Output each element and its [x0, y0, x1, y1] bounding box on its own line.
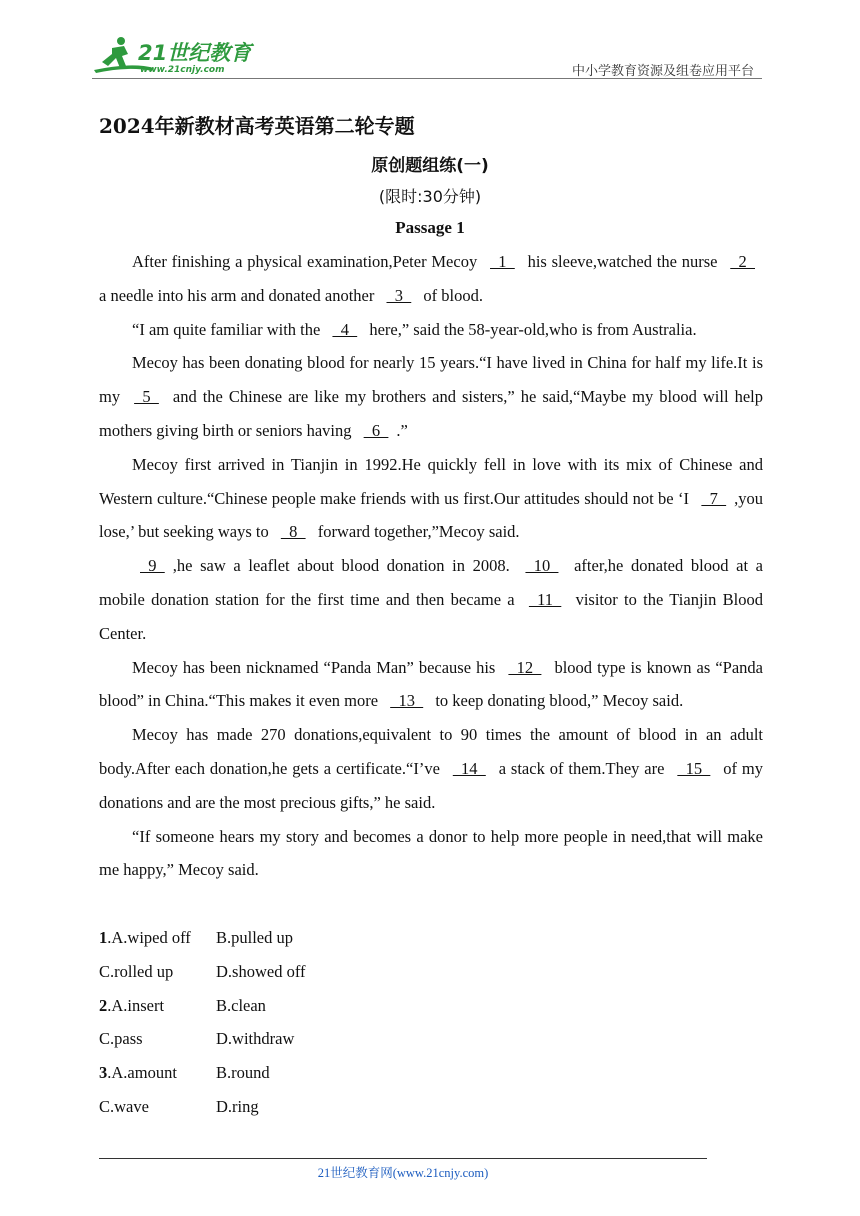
- blank-1: 1: [490, 252, 515, 271]
- question-options: [99, 921, 306, 1124]
- blank-4: 4: [332, 319, 358, 339]
- text-run: ,he saw a leaflet about blood donation in 2008.: [172, 556, 518, 576]
- text-run: Mecoy has been donating blood for nearly 15 years.“I have lived in China for half my life.It is my: [99, 353, 763, 407]
- option-a-text: .A.amount: [107, 1063, 177, 1083]
- option-b: B.pulled up: [216, 928, 293, 947]
- option-row: [99, 955, 306, 989]
- blank-15: 15: [677, 758, 711, 778]
- option-b: B.round: [216, 1063, 270, 1083]
- text-run: blood type is known as “Panda blood” in China.“This makes it even more: [99, 657, 763, 711]
- blank-12: 12: [508, 657, 542, 677]
- text-run: after,he donated blood at a mobile donation station for the first time and then became a: [99, 556, 764, 609]
- text-run: a needle into his arm and donated another: [99, 285, 379, 305]
- text-run: of my donations and are the most precious gifts,” he said.: [99, 758, 763, 812]
- passage-text: [99, 245, 763, 887]
- text-run: Mecoy has made 270 donations,equivalent to 90 times the amount of blood in an adult body.After each donation,he gets a certificate.“I’ve: [99, 725, 763, 778]
- blank-6: 6: [363, 420, 389, 440]
- option-a: [99, 989, 216, 1023]
- option-row: [99, 921, 306, 955]
- option-c: C.pass: [99, 1029, 143, 1049]
- blank-11: 11: [528, 589, 562, 609]
- question-number: 3: [99, 1063, 108, 1083]
- blank-2: 2: [730, 252, 755, 271]
- option-c: C.wave: [99, 1096, 149, 1116]
- option-row: [99, 989, 306, 1023]
- option-row: [99, 1090, 306, 1124]
- footer-text: 21世纪教育网(www.21cnjy.com): [317, 1166, 489, 1180]
- paragraph: [99, 313, 763, 347]
- header-divider: [92, 78, 762, 79]
- text-run: to keep donating blood,” Mecoy said.: [431, 691, 684, 711]
- logo-text: 21世纪教育: [138, 41, 252, 65]
- paragraph: [99, 245, 763, 313]
- logo-url: www.21cnjy.com: [140, 65, 225, 75]
- option-d: D.ring: [216, 1096, 259, 1116]
- option-a: [99, 921, 216, 955]
- paragraph: [99, 549, 763, 650]
- option-b: B.clean: [216, 995, 266, 1015]
- section-subtitle: 原创题组练(一): [371, 156, 489, 176]
- text-run: “I am quite familiar with the: [132, 319, 325, 339]
- page-title: 2024年新教材高考英语第二轮专题: [99, 114, 415, 138]
- option-d: D.showed off: [216, 961, 306, 981]
- option-a-text: .A.insert: [107, 995, 165, 1015]
- text-run: ,you lose,’ but seeking ways to: [99, 488, 763, 542]
- question-number: 1: [99, 928, 108, 947]
- text-run: of blood.: [419, 285, 483, 305]
- blank-5: 5: [134, 387, 159, 407]
- footer-divider: [99, 1158, 707, 1159]
- blank-9: 9: [140, 556, 165, 576]
- page-header: [92, 36, 762, 78]
- option-row: [99, 1056, 306, 1090]
- question-number: 2: [99, 995, 108, 1015]
- blank-10: 10: [525, 556, 559, 576]
- option-d: D.withdraw: [216, 1029, 295, 1049]
- text-run: a stack of them.They are: [493, 758, 670, 778]
- blank-13: 13: [390, 691, 424, 711]
- text-run: his sleeve,watched the nurse: [522, 252, 723, 271]
- paragraph: [99, 448, 763, 549]
- option-c: C.rolled up: [99, 961, 174, 981]
- text-run: here,” said the 58-year-old,who is from Australia.: [365, 319, 697, 339]
- option-a-text: .A.wiped off: [107, 928, 191, 947]
- time-limit: (限时:30分钟): [378, 187, 482, 206]
- logo: [92, 36, 262, 78]
- option-row: [99, 1022, 306, 1056]
- text-run: Mecoy first arrived in Tianjin in 1992.He quickly fell in love with its mix of Chinese and Western culture.“Chinese people make friends with us first.Our attitudes should not be ‘I: [99, 454, 763, 508]
- header-platform-text: 中小学教育资源及组卷应用平台: [571, 64, 754, 79]
- blank-14: 14: [452, 758, 486, 778]
- paragraph: [99, 718, 763, 819]
- paragraph: [99, 651, 763, 719]
- text-run: After finishing a physical examination,Peter Mecoy: [132, 252, 483, 271]
- option-a: [99, 1056, 216, 1090]
- text-run: and the Chinese are like my brothers and sisters,” he said,“Maybe my blood will help mothers giving birth or seniors having: [99, 387, 763, 440]
- blank-7: 7: [701, 488, 727, 508]
- passage-title: Passage 1: [395, 218, 465, 237]
- blank-3: 3: [386, 285, 412, 305]
- text-run: Mecoy has been nicknamed “Panda Man” because his: [132, 657, 501, 677]
- text-run: “If someone hears my story and becomes a donor to help more people in need,that will make me happy,” Mecoy said.: [99, 826, 763, 880]
- paragraph: [99, 346, 763, 447]
- text-run: .”: [396, 420, 408, 440]
- text-run: forward together,”Mecoy said.: [313, 522, 520, 542]
- text-run: visitor to the Tianjin Blood Center.: [99, 589, 763, 643]
- blank-8: 8: [280, 522, 306, 542]
- paragraph: [99, 820, 763, 888]
